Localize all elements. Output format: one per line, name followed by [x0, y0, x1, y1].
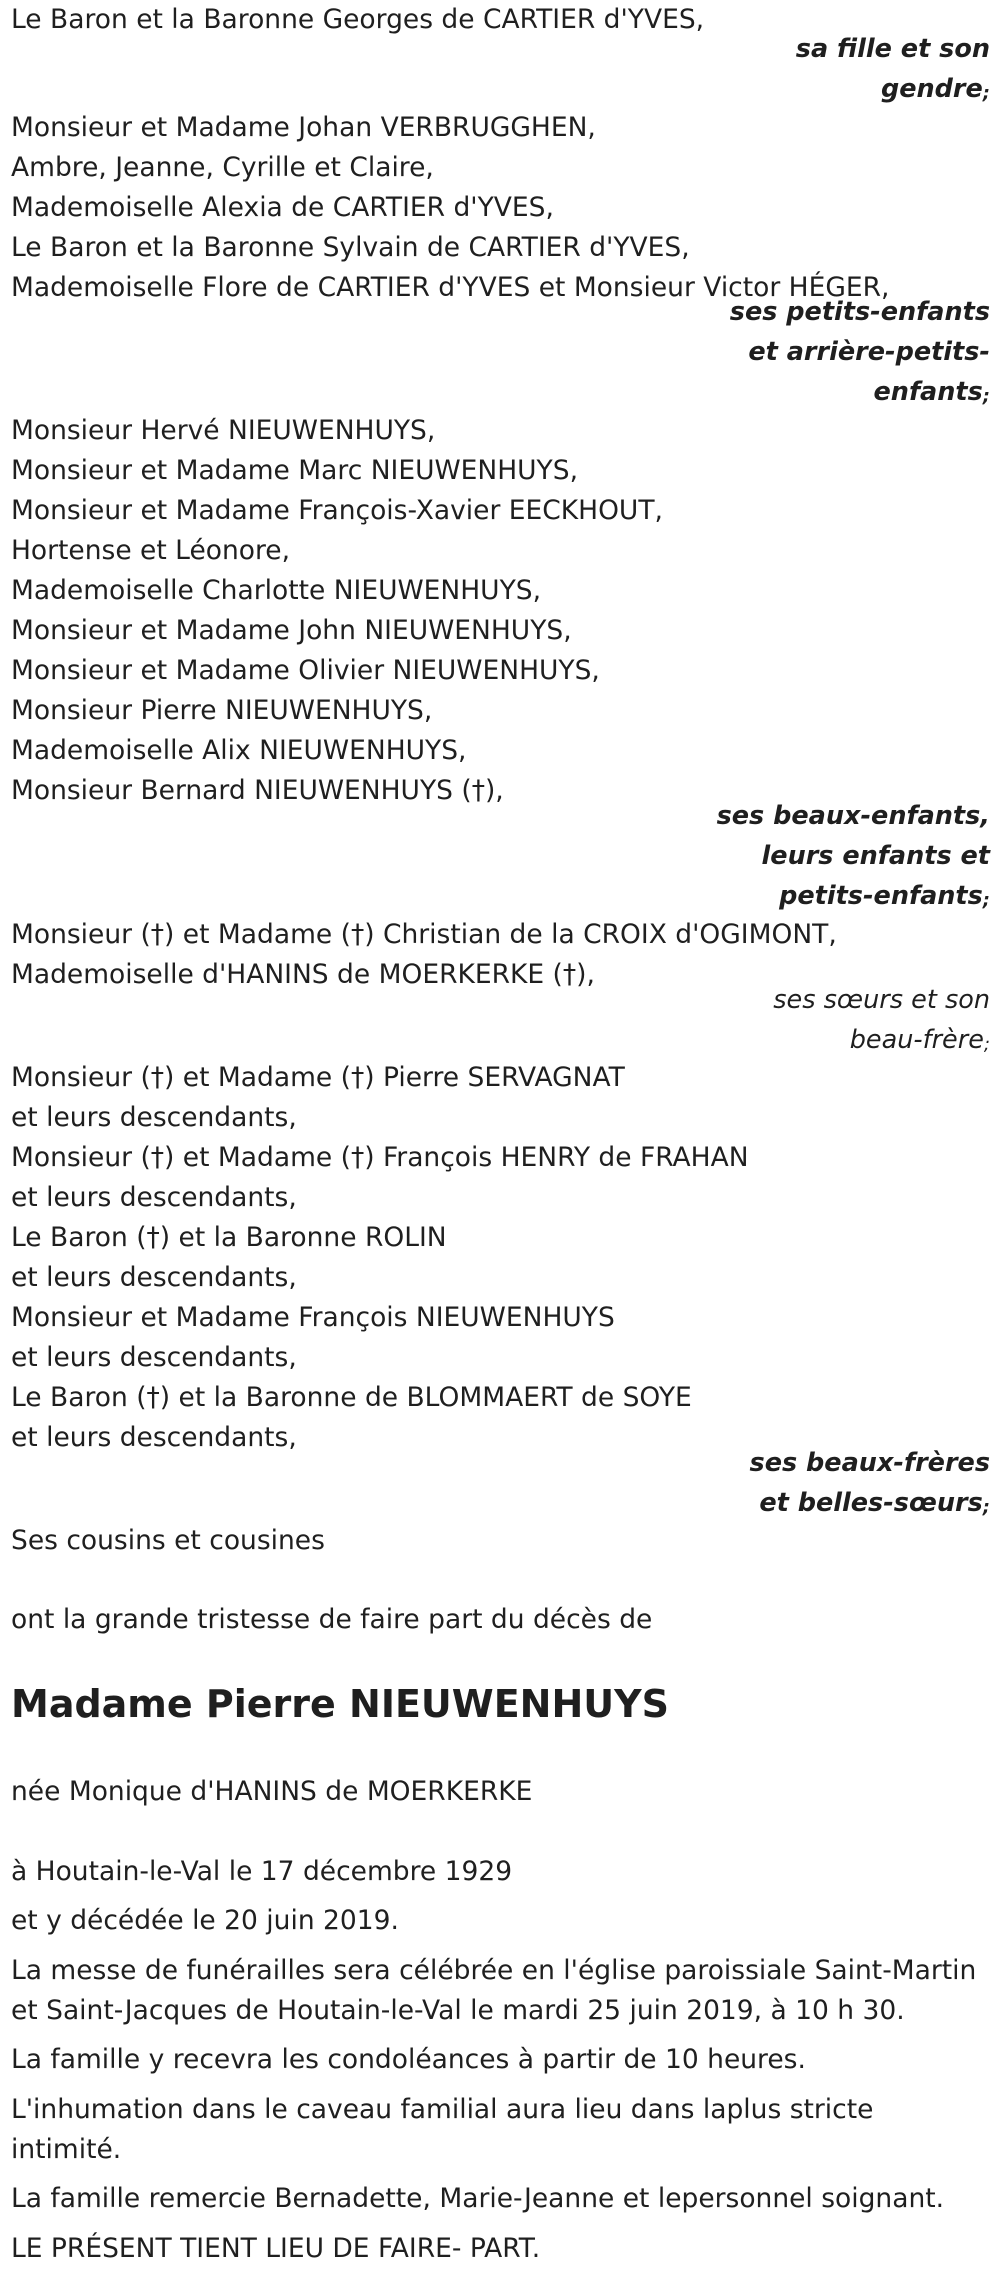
grandchildren-relation-2: et arrière-petits- — [748, 337, 990, 367]
step-children-line: Monsieur Pierre NIEUWENHUYS, — [11, 695, 433, 726]
step-children-line: Monsieur Hervé NIEUWENHUYS, — [11, 415, 436, 446]
detail-line: La famille y recevra les condoléances à partir de 10 heures. — [11, 2044, 806, 2075]
in-laws-relation-1: ses beaux-frères — [749, 1448, 990, 1478]
grandchildren-line: Mademoiselle Alexia de CARTIER d'YVES, — [11, 192, 554, 223]
detail-line: à Houtain-le-Val le 17 décembre 1929 — [11, 1856, 513, 1887]
announcement-line: ont la grande tristesse de faire part du décès de — [11, 1604, 653, 1635]
in-laws-line: Monsieur (†) et Madame (†) Pierre SERVAGNAT — [11, 1062, 625, 1093]
detail-line: LE PRÉSENT TIENT LIEU DE FAIRE- PART. — [11, 2233, 541, 2264]
in-laws-line: et leurs descendants, — [11, 1422, 297, 1453]
in-laws-line: et leurs descendants, — [11, 1182, 297, 1213]
parents-line: Le Baron et la Baronne Georges de CARTIER d'YVES, — [11, 4, 705, 35]
in-laws-line: Monsieur (†) et Madame (†) François HENRY de FRAHAN — [11, 1142, 749, 1173]
in-laws-line: Le Baron (†) et la Baronne ROLIN — [11, 1222, 447, 1253]
step-children-line: Monsieur et Madame Olivier NIEUWENHUYS, — [11, 655, 600, 686]
step-children-relation-1: ses beaux-enfants, — [716, 801, 990, 831]
step-children-line: Monsieur et Madame François-Xavier EECKHOUT, — [11, 495, 663, 526]
in-laws-relation-2: et belles-sœurs; — [759, 1488, 990, 1518]
siblings-line: Monsieur (†) et Madame (†) Christian de la CROIX d'OGIMONT, — [11, 919, 837, 950]
parents-relation-2: gendre; — [880, 74, 990, 104]
in-laws-line: Le Baron (†) et la Baronne de BLOMMAERT de SOYE — [11, 1382, 692, 1413]
grandchildren-line: Ambre, Jeanne, Cyrille et Claire, — [11, 152, 434, 183]
in-laws-line: Monsieur et Madame François NIEUWENHUYS — [11, 1302, 615, 1333]
grandchildren-relation-1: ses petits-enfants — [729, 297, 990, 327]
step-children-line: Monsieur Bernard NIEUWENHUYS (†), — [11, 775, 504, 806]
parents-relation-1: sa fille et son — [795, 34, 990, 64]
in-laws-line: et leurs descendants, — [11, 1102, 297, 1133]
grandchildren-line: Le Baron et la Baronne Sylvain de CARTIER d'YVES, — [11, 232, 690, 263]
cousins-line: Ses cousins et cousines — [11, 1525, 325, 1556]
detail-line: et Saint-Jacques de Houtain-le-Val le mardi 25 juin 2019, à 10 h 30. — [11, 1995, 905, 2026]
deceased-name: Madame Pierre NIEUWENHUYS — [11, 1682, 670, 1726]
step-children-line: Monsieur et Madame Marc NIEUWENHUYS, — [11, 455, 578, 486]
step-children-relation-2: leurs enfants et — [761, 841, 990, 871]
step-children-relation-3: petits-enfants; — [779, 881, 990, 911]
siblings-line: Mademoiselle d'HANINS de MOERKERKE (†), — [11, 959, 595, 990]
step-children-line: Mademoiselle Alix NIEUWENHUYS, — [11, 735, 467, 766]
step-children-line: Monsieur et Madame John NIEUWENHUYS, — [11, 615, 572, 646]
detail-line: La messe de funérailles sera célébrée en l'église paroissiale Saint-Martin — [11, 1955, 977, 1986]
grandchildren-line: Monsieur et Madame Johan VERBRUGGHEN, — [11, 112, 596, 143]
detail-line: L'inhumation dans le caveau familial aura lieu dans laplus stricte — [11, 2094, 874, 2125]
siblings-relation-1: ses sœurs et son — [773, 985, 990, 1015]
in-laws-line: et leurs descendants, — [11, 1262, 297, 1293]
detail-line: intimité. — [11, 2134, 122, 2165]
detail-line: La famille remercie Bernadette, Marie-Jeanne et lepersonnel soignant. — [11, 2183, 945, 2214]
born-name: née Monique d'HANINS de MOERKERKE — [11, 1776, 533, 1807]
step-children-line: Hortense et Léonore, — [11, 535, 291, 566]
in-laws-line: et leurs descendants, — [11, 1342, 297, 1373]
step-children-line: Mademoiselle Charlotte NIEUWENHUYS, — [11, 575, 541, 606]
detail-line: et y décédée le 20 juin 2019. — [11, 1905, 399, 1936]
grandchildren-line: Mademoiselle Flore de CARTIER d'YVES et Monsieur Victor HÉGER, — [11, 272, 890, 303]
grandchildren-relation-3: enfants; — [873, 377, 990, 407]
siblings-relation-2: beau-frère; — [849, 1025, 990, 1055]
